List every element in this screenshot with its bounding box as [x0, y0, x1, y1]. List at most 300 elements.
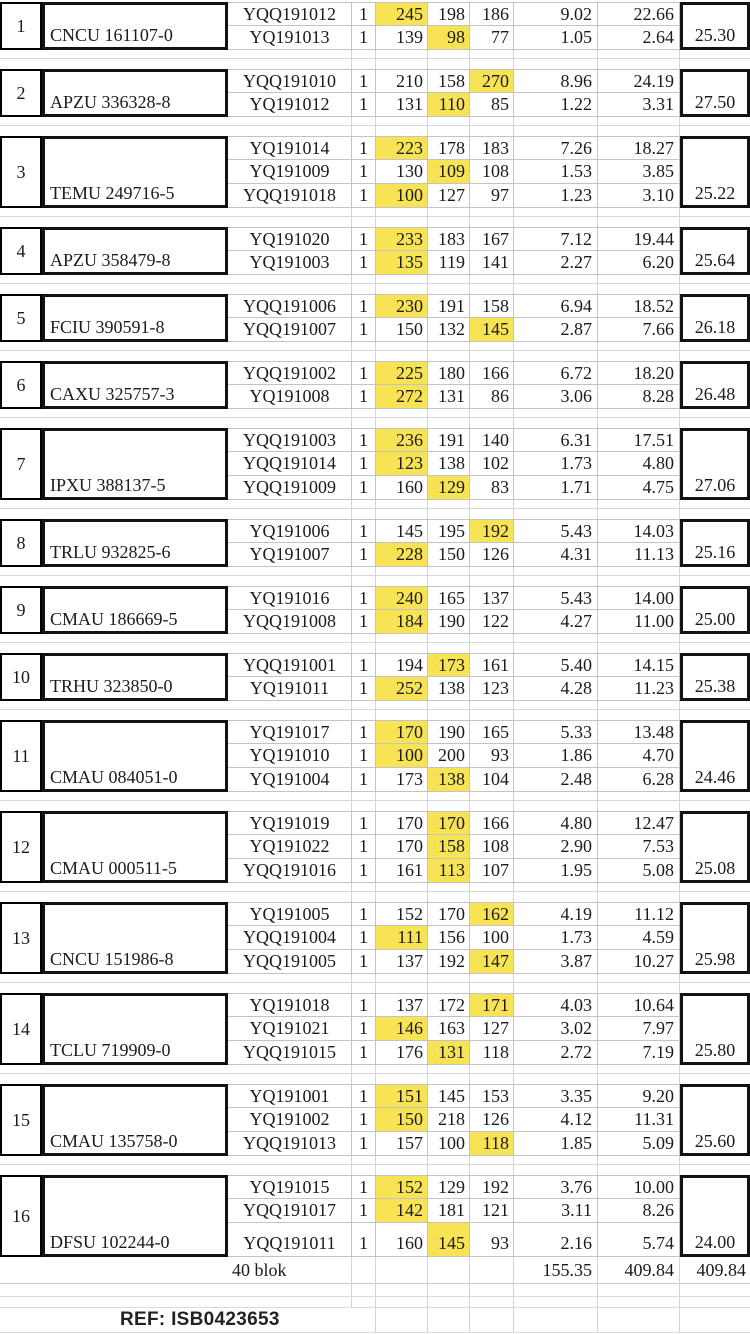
group-total-cell: 25.60 [680, 1084, 750, 1156]
value-col2-cell: 138 [428, 768, 470, 792]
gridline [352, 792, 376, 811]
gridline [376, 1308, 428, 1332]
decimal-col2-cell: 8.28 [598, 385, 680, 409]
gridline [376, 792, 428, 811]
decimal-col2-cell: 11.12 [598, 902, 680, 926]
row-number-cell: 8 [0, 519, 42, 567]
container-group [0, 653, 750, 701]
quantity-cell: 1 [352, 251, 376, 275]
decimal-col1-cell: 5.40 [514, 653, 598, 677]
decimal-col1-cell: 4.12 [514, 1108, 598, 1132]
gridline [376, 50, 428, 69]
value-col3-cell: 118 [470, 1132, 514, 1156]
quantity-cell: 1 [352, 227, 376, 251]
gridline [352, 567, 376, 586]
value-col2-cell: 195 [428, 519, 470, 543]
value-col1-cell: 160 [376, 476, 428, 500]
value-col2-cell: 178 [428, 136, 470, 160]
gridline [428, 409, 470, 428]
decimal-col1-cell: 4.28 [514, 677, 598, 701]
value-col1-cell: 100 [376, 744, 428, 768]
gridline [470, 1297, 514, 1307]
value-col2-cell: 98 [428, 26, 470, 50]
gridline [228, 342, 352, 361]
gridline [514, 701, 598, 720]
decimal-col1-cell: 2.90 [514, 835, 598, 859]
value-col2-cell: 198 [428, 2, 470, 26]
decimal-col1-cell: 4.31 [514, 543, 598, 567]
value-col3-cell: 100 [470, 926, 514, 950]
row-gap [0, 1156, 750, 1175]
group-total-cell: 24.46 [680, 720, 750, 792]
decimal-col1-cell: 5.43 [514, 519, 598, 543]
lot-number-cell: YQQ191005 [228, 950, 352, 974]
value-col1-cell: 245 [376, 2, 428, 26]
value-col3-cell: 108 [470, 160, 514, 184]
gridline [376, 974, 428, 993]
value-col2-cell: 172 [428, 993, 470, 1017]
lot-number-cell: YQ191005 [228, 902, 352, 926]
lot-number-cell: YQ191019 [228, 811, 352, 835]
group-total-cell: 25.08 [680, 811, 750, 883]
decimal-col2-cell: 19.44 [598, 227, 680, 251]
gridline [428, 974, 470, 993]
decimal-col1-cell: 4.19 [514, 902, 598, 926]
row-gap [0, 567, 750, 586]
gridline [376, 500, 428, 519]
gridline [228, 500, 352, 519]
decimal-col1-cell: 5.43 [514, 586, 598, 610]
row-number-cell: 15 [0, 1084, 42, 1156]
gridline [514, 117, 598, 136]
gridline [428, 701, 470, 720]
lot-number-cell: YQQ191001 [228, 653, 352, 677]
value-col1-cell: 111 [376, 926, 428, 950]
value-col1-cell: 161 [376, 859, 428, 883]
decimal-col2-cell: 9.20 [598, 1084, 680, 1108]
value-col2-cell: 158 [428, 835, 470, 859]
quantity-cell: 1 [352, 744, 376, 768]
value-col3-cell: 83 [470, 476, 514, 500]
gridline [428, 1156, 470, 1175]
quantity-cell: 1 [352, 677, 376, 701]
gridline [470, 792, 514, 811]
quantity-cell: 1 [352, 1084, 376, 1108]
gridline [514, 1308, 598, 1332]
decimal-col1-cell: 7.12 [514, 227, 598, 251]
container-group [0, 902, 750, 974]
value-col1-cell: 146 [376, 1017, 428, 1041]
row-gap [0, 792, 750, 811]
lot-number-cell: YQ191007 [228, 543, 352, 567]
decimal-col1-cell: 6.94 [514, 294, 598, 318]
decimal-col2-cell: 24.19 [598, 69, 680, 93]
gridline [352, 1308, 376, 1332]
gridline [228, 1065, 352, 1084]
gridline [428, 634, 470, 653]
group-total-cell: 27.50 [680, 69, 750, 117]
container-group [0, 811, 750, 883]
gridline [352, 117, 376, 136]
container-id-cell: FCIU 390591-8 [42, 294, 228, 342]
quantity-cell: 1 [352, 811, 376, 835]
value-col3-cell: 97 [470, 184, 514, 208]
gridline [228, 208, 352, 227]
gridline [228, 634, 352, 653]
gridline [428, 792, 470, 811]
quantity-cell: 1 [352, 136, 376, 160]
value-col2-cell: 131 [428, 385, 470, 409]
decimal-col2-cell: 3.10 [598, 184, 680, 208]
quantity-cell: 1 [352, 586, 376, 610]
quantity-cell: 1 [352, 93, 376, 117]
gridline [352, 409, 376, 428]
empty-row [0, 1297, 750, 1308]
value-col3-cell: 145 [470, 318, 514, 342]
quantity-cell: 1 [352, 950, 376, 974]
value-col1-cell: 152 [376, 1175, 428, 1199]
value-col3-cell: 107 [470, 859, 514, 883]
blok-count-label: 40 blok [228, 1257, 352, 1283]
empty-cell [376, 1257, 428, 1283]
gridline [514, 50, 598, 69]
decimal-col2-cell: 17.51 [598, 428, 680, 452]
decimal-col2-cell: 5.74 [598, 1223, 680, 1257]
decimal-col1-cell: 3.35 [514, 1084, 598, 1108]
decimal-col2-cell: 11.00 [598, 610, 680, 634]
gridline [428, 342, 470, 361]
gridline [514, 342, 598, 361]
value-col2-cell: 170 [428, 902, 470, 926]
container-id-cell: TRHU 323850-0 [42, 653, 228, 701]
container-id-cell: TEMU 249716-5 [42, 136, 228, 208]
gridline [352, 1297, 376, 1307]
lot-number-cell: YQ191009 [228, 160, 352, 184]
gridline [352, 500, 376, 519]
lot-number-cell: YQ191015 [228, 1175, 352, 1199]
decimal-col2-cell: 14.00 [598, 586, 680, 610]
gridline [598, 1284, 680, 1296]
lot-number-cell: YQ191010 [228, 744, 352, 768]
value-col1-cell: 194 [376, 653, 428, 677]
gridline [376, 409, 428, 428]
empty-cell [428, 1257, 470, 1283]
value-col2-cell: 165 [428, 586, 470, 610]
lot-number-cell: YQQ191015 [228, 1041, 352, 1065]
decimal-col1-cell: 1.05 [514, 26, 598, 50]
gridline [228, 974, 352, 993]
value-col2-cell: 183 [428, 227, 470, 251]
container-group [0, 361, 750, 409]
decimal-col2-cell: 14.15 [598, 653, 680, 677]
gridline [428, 50, 470, 69]
decimal-col1-cell: 3.06 [514, 385, 598, 409]
gridline [598, 208, 680, 227]
gridline [470, 275, 514, 294]
row-gap [0, 634, 750, 653]
value-col3-cell: 141 [470, 251, 514, 275]
row-gap [0, 409, 750, 428]
value-col2-cell: 181 [428, 1199, 470, 1223]
container-id-cell: TCLU 719909-0 [42, 993, 228, 1065]
gridline [514, 208, 598, 227]
value-col1-cell: 170 [376, 811, 428, 835]
lot-number-cell: YQ191013 [228, 26, 352, 50]
gridline [376, 701, 428, 720]
decimal-col1-cell: 1.86 [514, 744, 598, 768]
value-col3-cell: 165 [470, 720, 514, 744]
value-col1-cell: 228 [376, 543, 428, 567]
container-group [0, 428, 750, 500]
decimal-col1-cell: 2.16 [514, 1223, 598, 1257]
gridline [228, 1284, 352, 1296]
lot-number-cell: YQ191017 [228, 720, 352, 744]
gridline [514, 409, 598, 428]
gridline [470, 50, 514, 69]
decimal-col2-cell: 4.70 [598, 744, 680, 768]
gridline [514, 634, 598, 653]
gridline [428, 883, 470, 902]
gridline [598, 1065, 680, 1084]
gridline [514, 275, 598, 294]
value-col3-cell: 137 [470, 586, 514, 610]
gridline [228, 883, 352, 902]
row-number-cell: 11 [0, 720, 42, 792]
decimal-col2-cell: 5.09 [598, 1132, 680, 1156]
gridline [598, 275, 680, 294]
container-group [0, 294, 750, 342]
quantity-cell: 1 [352, 2, 376, 26]
gridline [352, 1284, 376, 1296]
gridline [376, 883, 428, 902]
container-id-cell: CAXU 325757-3 [42, 361, 228, 409]
totals-row [0, 1257, 750, 1284]
container-group [0, 69, 750, 117]
ref-label: REF: ISB0423653 [120, 1309, 280, 1330]
gridline [598, 1156, 680, 1175]
gridline [598, 500, 680, 519]
container-id-cell: CMAU 084051-0 [42, 720, 228, 792]
container-group [0, 720, 750, 792]
quantity-cell: 1 [352, 385, 376, 409]
decimal-col2-cell: 4.75 [598, 476, 680, 500]
value-col2-cell: 200 [428, 744, 470, 768]
lot-number-cell: YQQ191017 [228, 1199, 352, 1223]
gridline [376, 634, 428, 653]
gridline [470, 974, 514, 993]
decimal-col1-cell: 1.23 [514, 184, 598, 208]
group-total-cell: 24.00 [680, 1175, 750, 1257]
container-id-cell: TRLU 932825-6 [42, 519, 228, 567]
quantity-cell: 1 [352, 294, 376, 318]
quantity-cell: 1 [352, 1017, 376, 1041]
gridline [514, 883, 598, 902]
gridline [376, 1284, 428, 1296]
value-col3-cell: 93 [470, 744, 514, 768]
value-col3-cell: 122 [470, 610, 514, 634]
lot-number-cell: YQQ191006 [228, 294, 352, 318]
value-col3-cell: 85 [470, 93, 514, 117]
gridline [352, 634, 376, 653]
gridline [470, 1308, 514, 1332]
value-col2-cell: 110 [428, 93, 470, 117]
row-number-cell: 10 [0, 653, 42, 701]
value-col1-cell: 157 [376, 1132, 428, 1156]
group-total-cell: 25.30 [680, 2, 750, 50]
decimal-col1-cell: 1.73 [514, 452, 598, 476]
quantity-cell: 1 [352, 361, 376, 385]
value-col2-cell: 100 [428, 1132, 470, 1156]
value-col3-cell: 166 [470, 811, 514, 835]
container-group [0, 519, 750, 567]
value-col3-cell: 158 [470, 294, 514, 318]
decimal-col2-cell: 6.28 [598, 768, 680, 792]
container-id-cell: IPXU 388137-5 [42, 428, 228, 500]
value-col2-cell: 138 [428, 677, 470, 701]
decimal-col1-cell: 2.48 [514, 768, 598, 792]
gridline [376, 567, 428, 586]
row-number-cell: 4 [0, 227, 42, 275]
gridline [376, 1156, 428, 1175]
container-group [0, 136, 750, 208]
value-col1-cell: 170 [376, 720, 428, 744]
row-number-cell: 5 [0, 294, 42, 342]
quantity-cell: 1 [352, 476, 376, 500]
value-col1-cell: 230 [376, 294, 428, 318]
lot-number-cell: YQ191008 [228, 385, 352, 409]
value-col2-cell: 191 [428, 428, 470, 452]
gridline [352, 1065, 376, 1084]
decimal-col1-cell: 3.76 [514, 1175, 598, 1199]
gridline [228, 1156, 352, 1175]
gridline [514, 1284, 598, 1296]
gridline [428, 567, 470, 586]
value-col3-cell: 77 [470, 26, 514, 50]
lot-number-cell: YQ191001 [228, 1084, 352, 1108]
gridline [598, 701, 680, 720]
decimal-col1-cell: 2.87 [514, 318, 598, 342]
gridline [514, 974, 598, 993]
decimal-col2-cell: 4.80 [598, 452, 680, 476]
gridline [352, 275, 376, 294]
row-number-cell: 14 [0, 993, 42, 1065]
lot-number-cell: YQ191014 [228, 136, 352, 160]
quantity-cell: 1 [352, 318, 376, 342]
sum-decimal-col1: 155.35 [514, 1257, 598, 1283]
value-col3-cell: 127 [470, 1017, 514, 1041]
decimal-col2-cell: 7.53 [598, 835, 680, 859]
decimal-col2-cell: 2.64 [598, 26, 680, 50]
quantity-cell: 1 [352, 519, 376, 543]
decimal-col2-cell: 7.19 [598, 1041, 680, 1065]
lot-number-cell: YQ191012 [228, 93, 352, 117]
value-col1-cell: 225 [376, 361, 428, 385]
decimal-col2-cell: 18.20 [598, 361, 680, 385]
quantity-cell: 1 [352, 184, 376, 208]
decimal-col2-cell: 10.27 [598, 950, 680, 974]
row-gap [0, 500, 750, 519]
row-gap [0, 275, 750, 294]
empty-cell [352, 1257, 376, 1283]
decimal-col1-cell: 7.26 [514, 136, 598, 160]
value-col3-cell: 123 [470, 677, 514, 701]
decimal-col2-cell: 11.31 [598, 1108, 680, 1132]
row-number-cell: 9 [0, 586, 42, 634]
value-col1-cell: 142 [376, 1199, 428, 1223]
lot-number-cell: YQQ191014 [228, 452, 352, 476]
lot-number-cell: YQQ191018 [228, 184, 352, 208]
gridline [352, 974, 376, 993]
value-col3-cell: 166 [470, 361, 514, 385]
gridline [598, 974, 680, 993]
lot-number-cell: YQQ191011 [228, 1223, 352, 1257]
lot-number-cell: YQ191016 [228, 586, 352, 610]
container-group [0, 2, 750, 50]
gridline [598, 567, 680, 586]
value-col2-cell: 191 [428, 294, 470, 318]
container-group [0, 586, 750, 634]
value-col2-cell: 163 [428, 1017, 470, 1041]
gridline [428, 117, 470, 136]
gridline [470, 342, 514, 361]
decimal-col2-cell: 5.08 [598, 859, 680, 883]
value-col1-cell: 151 [376, 1084, 428, 1108]
decimal-col1-cell: 1.53 [514, 160, 598, 184]
container-id-cell: DFSU 102244-0 [42, 1175, 228, 1257]
decimal-col2-cell: 10.64 [598, 993, 680, 1017]
lot-number-cell: YQQ191016 [228, 859, 352, 883]
decimal-col2-cell: 11.13 [598, 543, 680, 567]
container-group [0, 1175, 750, 1257]
gridline [470, 567, 514, 586]
lot-number-cell: YQQ191012 [228, 2, 352, 26]
quantity-cell: 1 [352, 26, 376, 50]
value-col2-cell: 180 [428, 361, 470, 385]
quantity-cell: 1 [352, 452, 376, 476]
value-col3-cell: 93 [470, 1223, 514, 1257]
quantity-cell: 1 [352, 428, 376, 452]
container-id-cell: CMAU 135758-0 [42, 1084, 228, 1156]
lot-number-cell: YQQ191010 [228, 69, 352, 93]
value-col1-cell: 137 [376, 993, 428, 1017]
lot-number-cell: YQQ191002 [228, 361, 352, 385]
row-number-cell: 12 [0, 811, 42, 883]
decimal-col1-cell: 1.95 [514, 859, 598, 883]
gridline [376, 1065, 428, 1084]
value-col2-cell: 145 [428, 1223, 470, 1257]
value-col3-cell: 140 [470, 428, 514, 452]
gridline [470, 500, 514, 519]
container-id-cell: APZU 336328-8 [42, 69, 228, 117]
value-col1-cell: 173 [376, 768, 428, 792]
row-number-cell: 3 [0, 136, 42, 208]
decimal-col1-cell: 2.72 [514, 1041, 598, 1065]
decimal-col2-cell: 18.27 [598, 136, 680, 160]
gridline [470, 701, 514, 720]
decimal-col1-cell: 1.71 [514, 476, 598, 500]
quantity-cell: 1 [352, 653, 376, 677]
gridline [470, 634, 514, 653]
value-col3-cell: 118 [470, 1041, 514, 1065]
decimal-col1-cell: 1.22 [514, 93, 598, 117]
gridline [376, 208, 428, 227]
container-id-cell: CNCU 161107-0 [42, 2, 228, 50]
decimal-col1-cell: 9.02 [514, 2, 598, 26]
row-gap [0, 117, 750, 136]
group-total-cell: 25.64 [680, 227, 750, 275]
value-col1-cell: 252 [376, 677, 428, 701]
value-col2-cell: 131 [428, 1041, 470, 1065]
